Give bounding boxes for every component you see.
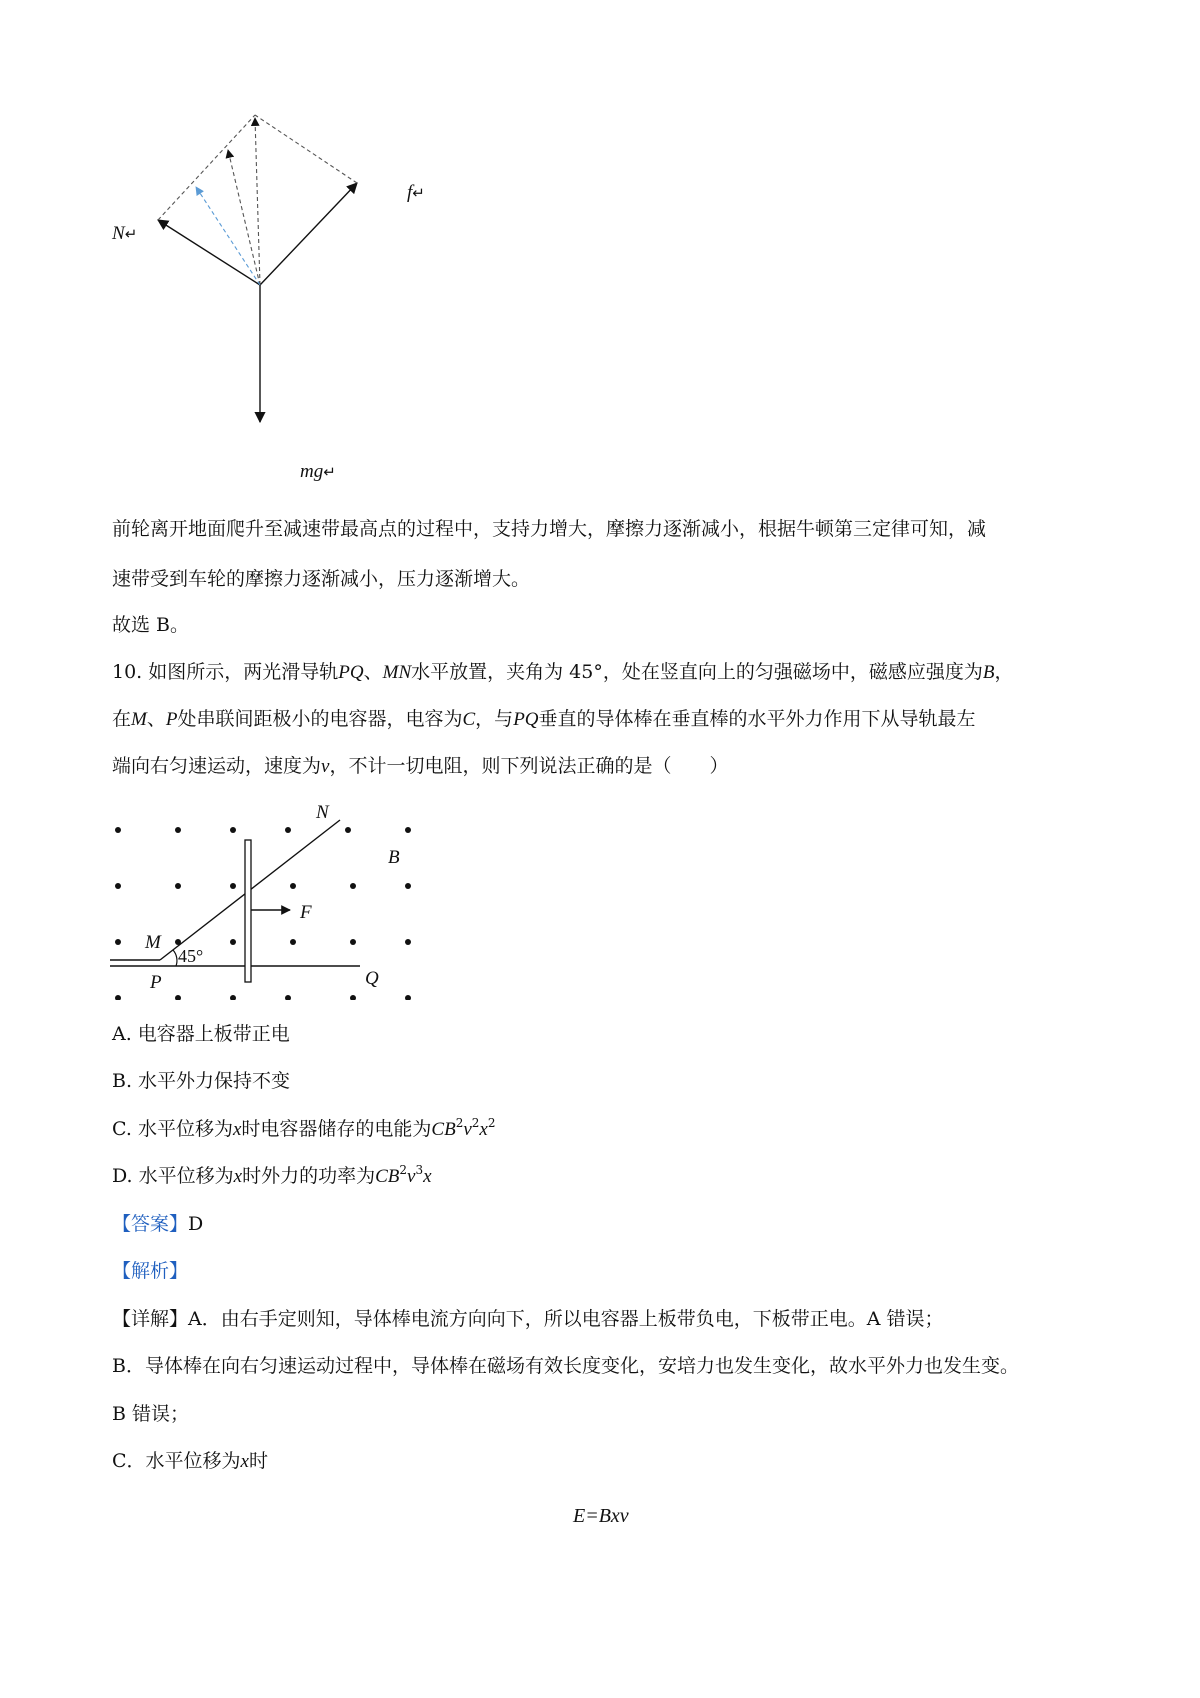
equation: E=Bxv <box>573 1505 629 1527</box>
label-mg: mg↵ <box>300 461 336 482</box>
option-C: C. 水平位移为x时电容器储存的电能为$CB^2v^2x^2$ <box>112 1116 496 1140</box>
conclusion: 故选 B。 <box>112 614 190 636</box>
label-f: f↵ <box>407 182 425 203</box>
option-A: A. 电容器上板带正电 <box>112 1023 290 1045</box>
label-B-field: B <box>388 847 400 868</box>
answer <box>112 1210 203 1238</box>
label-P: P <box>150 972 162 993</box>
conductor-rod <box>245 840 251 982</box>
label-angle: 45° <box>178 946 204 966</box>
analysis-heading: 【解析】 <box>112 1260 189 1282</box>
rail-diagram <box>100 800 430 1000</box>
analysis-line-2: 速带受到车轮的摩擦力逐渐减小，压力逐渐增大。 <box>112 568 531 590</box>
dashed-side-right <box>255 115 357 183</box>
answer-value: D <box>188 1213 204 1235</box>
analysis-line-1: 前轮离开地面爬升至减速带最高点的过程中，支持力增大，摩擦力逐渐减小，根据牛顿第三定律可知，减 <box>112 518 987 540</box>
option-B: B. 水平外力保持不变 <box>112 1070 291 1092</box>
label-M: M <box>145 932 161 953</box>
angle-arc <box>173 950 177 966</box>
q10-stem-line-3: 端向右匀速运动，速度为v，不计一切电阻，则下列说法正确的是（ ） <box>112 755 729 777</box>
normal-force-arrow <box>158 220 260 285</box>
detail-B-2: B 错误； <box>112 1403 190 1425</box>
detail-A: 【详解】A．由右手定则知，导体棒电流方向向下，所以电容器上板带负电，下板带正电。A 错误； <box>112 1308 944 1330</box>
q10-stem-line-1: 10. 如图所示，两光滑导轨PQ、MN水平放置，夹角为 45°，处在竖直向上的匀强磁场中，磁感应强度为B， <box>112 661 1014 683</box>
label-N-rail: N <box>316 802 329 823</box>
friction-force-arrow <box>260 183 357 285</box>
question-number: 10. <box>112 661 143 683</box>
force-diagram <box>90 100 450 480</box>
resultant-arrow-1 <box>255 118 260 285</box>
label-Q: Q <box>365 968 379 989</box>
label-F: F <box>300 902 312 923</box>
resultant-arrow-blue <box>196 187 260 285</box>
dashed-side-left <box>158 115 255 220</box>
q10-stem-line-2: 在M、P处串联间距极小的电容器，电容为C，与PQ垂直的导体棒在垂直棒的水平外力作用下从导轨最左 <box>112 708 976 730</box>
option-D: D. 水平位移为x时外力的功率为$CB^2v^3x$ <box>112 1163 432 1187</box>
detail-B: B．导体棒在向右匀速运动过程中，导体棒在磁场有效长度变化，安培力也发生变化，故水平外力也发生变。 <box>112 1355 1019 1377</box>
label-N: N↵ <box>112 223 138 244</box>
answer-label: 【答案】 <box>112 1213 189 1235</box>
detail-C: C．水平位移为x时 <box>112 1450 268 1472</box>
resultant-arrow-2 <box>228 150 260 285</box>
